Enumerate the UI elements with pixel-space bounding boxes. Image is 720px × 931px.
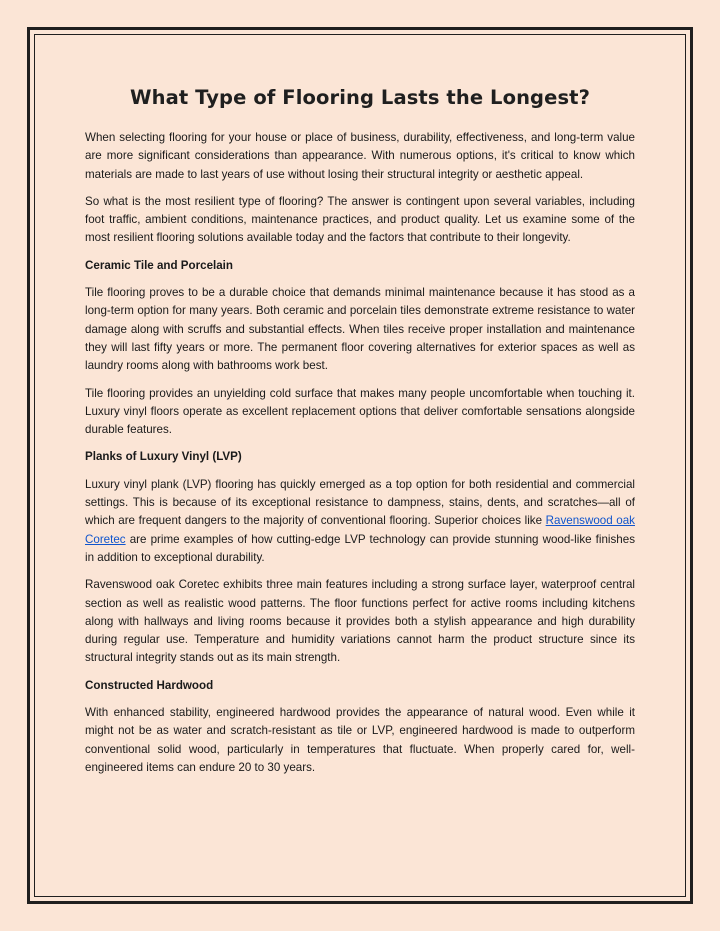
lvp-text-after-link: are prime examples of how cutting-edge LVP technology can provide stunning wood-like finishes in addition to exceptional durability. [85, 532, 635, 564]
ravenswood-oak-coretec-link[interactable]: Ravenswood oak Coretec [85, 514, 635, 546]
section-heading-lvp: Planks of Luxury Vinyl (LVP) [85, 450, 242, 464]
intro-paragraph-1: When selecting flooring for your house or place of business, durability, effectiveness, and long-term value are more significant considerations than appearance. With numerous options, it's critical to know which materials are made to last years of use without losing their structural integrity or aesthetic appeal. [85, 131, 635, 181]
hardwood-paragraph: With enhanced stability, engineered hardwood provides the appearance of natural wood. Even while it might not be as water and scratch-resistant as tile or LVP, engineered hardwood is made to outperform conventional solid wood, particularly in temperatures that fluctuate. When properly cared for, well-engineered items can endure 20 to 30 years. [85, 706, 635, 774]
lvp-paragraph-2: Ravenswood oak Coretec exhibits three main features including a strong surface layer, waterproof central section as well as realistic wood patterns. The floor functions perfect for active rooms including kitchens along with hallways and living rooms because it provides both a stylish appearance and high durability during regular use. Temperature and humidity variations cannot harm the product structure since its structural integrity stands out as its main strength. [85, 578, 635, 665]
section-heading-ceramic: Ceramic Tile and Porcelain [85, 258, 233, 272]
lvp-text-before-link: Luxury vinyl plank (LVP) flooring has quickly emerged as a top option for both residential and commercial settings. This is because of its exceptional resistance to dampness, stains, dents, and scratches—all of which are frequent dangers to the majority of conventional flooring. Superior choices like [85, 477, 635, 528]
intro-paragraph-2: So what is the most resilient type of flooring? The answer is contingent upon several variables, including foot traffic, ambient conditions, maintenance practices, and product quality. Let us examine some of the most resilient flooring solutions available today and the factors that contribute to their longevity. [85, 194, 635, 245]
page-title: What Type of Flooring Lasts the Longest? [130, 86, 590, 109]
lvp-paragraph-1 [85, 476, 635, 567]
article [85, 86, 635, 786]
ceramic-paragraph-2: Tile flooring provides an unyielding cold surface that makes many people uncomfortable when touching it. Luxury vinyl floors operate as excellent replacement options that deliver comfortable sensations alongside durable features. [85, 386, 635, 437]
section-heading-hardwood: Constructed Hardwood [85, 678, 214, 692]
ceramic-paragraph-1: Tile flooring proves to be a durable choice that demands minimal maintenance because it has stood as a long-term option for many years. Both ceramic and porcelain tiles demonstrate extreme resistance to water damage along with scruffs and substantial effects. When tiles receive proper installation and maintenance they will last fifty years or more. The permanent floor covering alternatives for exterior spaces as well as laundry rooms along with bathrooms work best. [85, 286, 635, 373]
